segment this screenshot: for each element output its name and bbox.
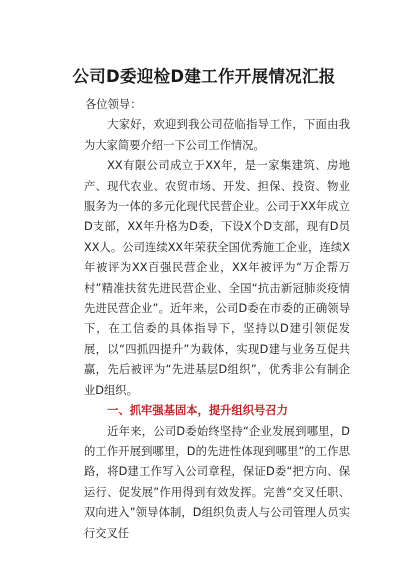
document-title: 公司D委迎检D建工作开展情况汇报 [72, 67, 336, 86]
paragraph-intro: 大家好，欢迎到我公司莅临指导工作，下面由我为大家简要介绍一下公司工作情况。 [84, 118, 350, 152]
paragraph-company-profile: XX有限公司成立于XX年，是一家集建筑、房地产、现代农业、农贸市场、开发、担保、投资、物业服务为一体的多元化现代民营企业。公司于XX年成立D支部，XX年升格为D委，下设X个D支部，现有D员XX人。公司连续XX年荣获全国优秀施工企业，连续X年被评为XX百强民营企业，XX年被评为“万企帮万村”精准扶贫先进民营企业、全国“抗击新冠肺炎疫情先进民营企业”。近年来，公司D委在市委的正确领导下，在工信委的具体指导下，坚持以D建引领促发展，以“四抓四提升”为载体，实现D建与业务互促共赢，先后被评为“先进基层D组织”，优秀非公有制企业D组织。 [84, 159, 350, 397]
paragraph-section-1: 近年来，公司D委始终坚持“企业发展到哪里，D的工作开展到哪里，D的先进性体现到哪里”的工作思路，将D建工作写入公司章程，保证D委“把方向、保运行、促发展”作用得到有效发挥。完善“交叉任职、双向进入”领导体制，D组织负责人与公司管理人员实行交叉任 [84, 424, 350, 540]
document-body [84, 95, 350, 544]
section-heading: 一、抓牢强基固本，提升组织号召力 [107, 404, 288, 418]
salutation: 各位领导： [85, 98, 142, 111]
